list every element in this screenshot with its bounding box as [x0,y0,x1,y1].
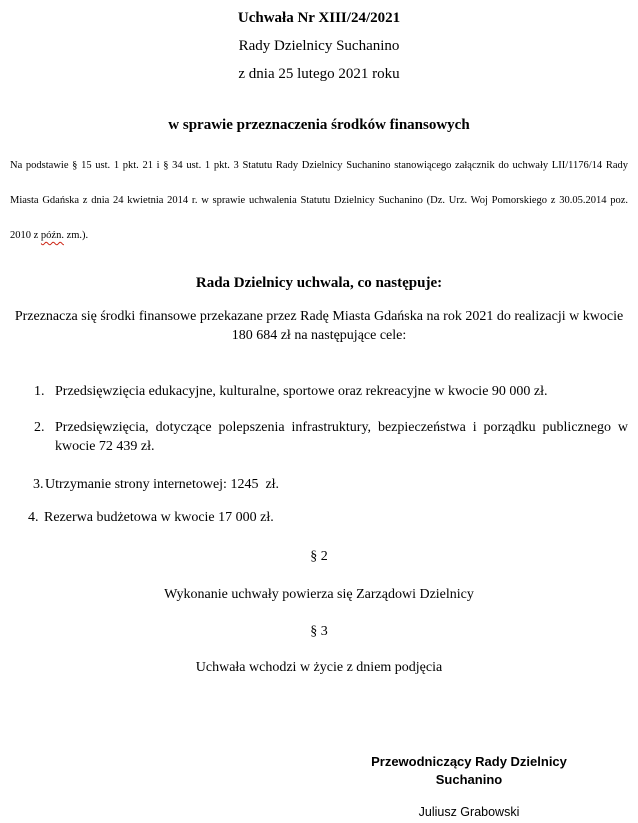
list-item-number: 1. [34,384,45,399]
list-item-text: Przedsięwzięcia, dotyczące polepszenia infrastruktury, bezpieczeństwa i porządku publicznego w kwocie 72 439 zł. [55,420,632,454]
document-subject: w sprawie przeznaczenia środków finansowych [168,117,470,133]
list-item-text: Przedsięwzięcia edukacyjne, kulturalne, sportowe oraz rekreacyjne w kwocie 90 000 zł. [55,384,548,399]
signature-name: Juliusz Grabowski [418,805,520,819]
list-item-text: Rezerwa budżetowa w kwocie 17 000 zł. [44,510,274,525]
legal-basis-text-before: Na podstawie § 15 ust. 1 pkt. 21 i § 34 ust. 1 pkt. 3 Statutu Rady Dzielnicy Suchanino stanowiącego załącznik do uchwały LII/1176/14 Rady Miasta Gdańska z dnia 24 kwietnia 2014 r. w sprawie uchwalenia Statutu Dzielnicy Suchanino (Dz. Urz. Woj Pomorskiego z 30.05.2014 poz. 2010 z [10,160,628,241]
legal-basis-text-after: zm.). [63,230,89,241]
list-item [28,508,628,527]
list-item-number: 4. [28,510,39,525]
list-item-text: Utrzymanie strony internetowej: 1245 zł. [45,477,280,492]
section-3-label: § 3 [310,624,328,639]
list-item-number: 3. [33,477,44,492]
section-2-text: Wykonanie uchwały powierza się Zarządowi Dzielnicy [164,587,474,602]
allocation-intro-paragraph: Przeznacza się środki finansowe przekazane przez Radę Miasta Gdańska na rok 2021 do realizacji w kwocie 180 684 zł na następujące cele: [14,309,624,343]
signature-title: Przewodniczący Rady Dzielnicy Suchanino [371,754,567,787]
misspelled-word: późn. [40,230,64,241]
list-item [33,475,628,494]
enacting-formula: Rada Dzielnicy uchwala, co następuje: [195,275,443,291]
legal-basis-paragraph [10,148,628,253]
document-title: Uchwała Nr XIII/24/2021 [237,10,401,26]
list-item [34,418,632,456]
signature-block [340,753,598,821]
allocation-list [0,382,638,527]
list-item-number: 2. [34,420,45,435]
section-2-label: § 2 [310,549,328,564]
document-date: z dnia 25 lutego 2021 roku [238,66,400,82]
section-3-text: Uchwała wchodzi w życie z dniem podjęcia [195,660,443,675]
list-item [34,382,628,401]
document-issuer: Rady Dzielnicy Suchanino [238,38,400,54]
